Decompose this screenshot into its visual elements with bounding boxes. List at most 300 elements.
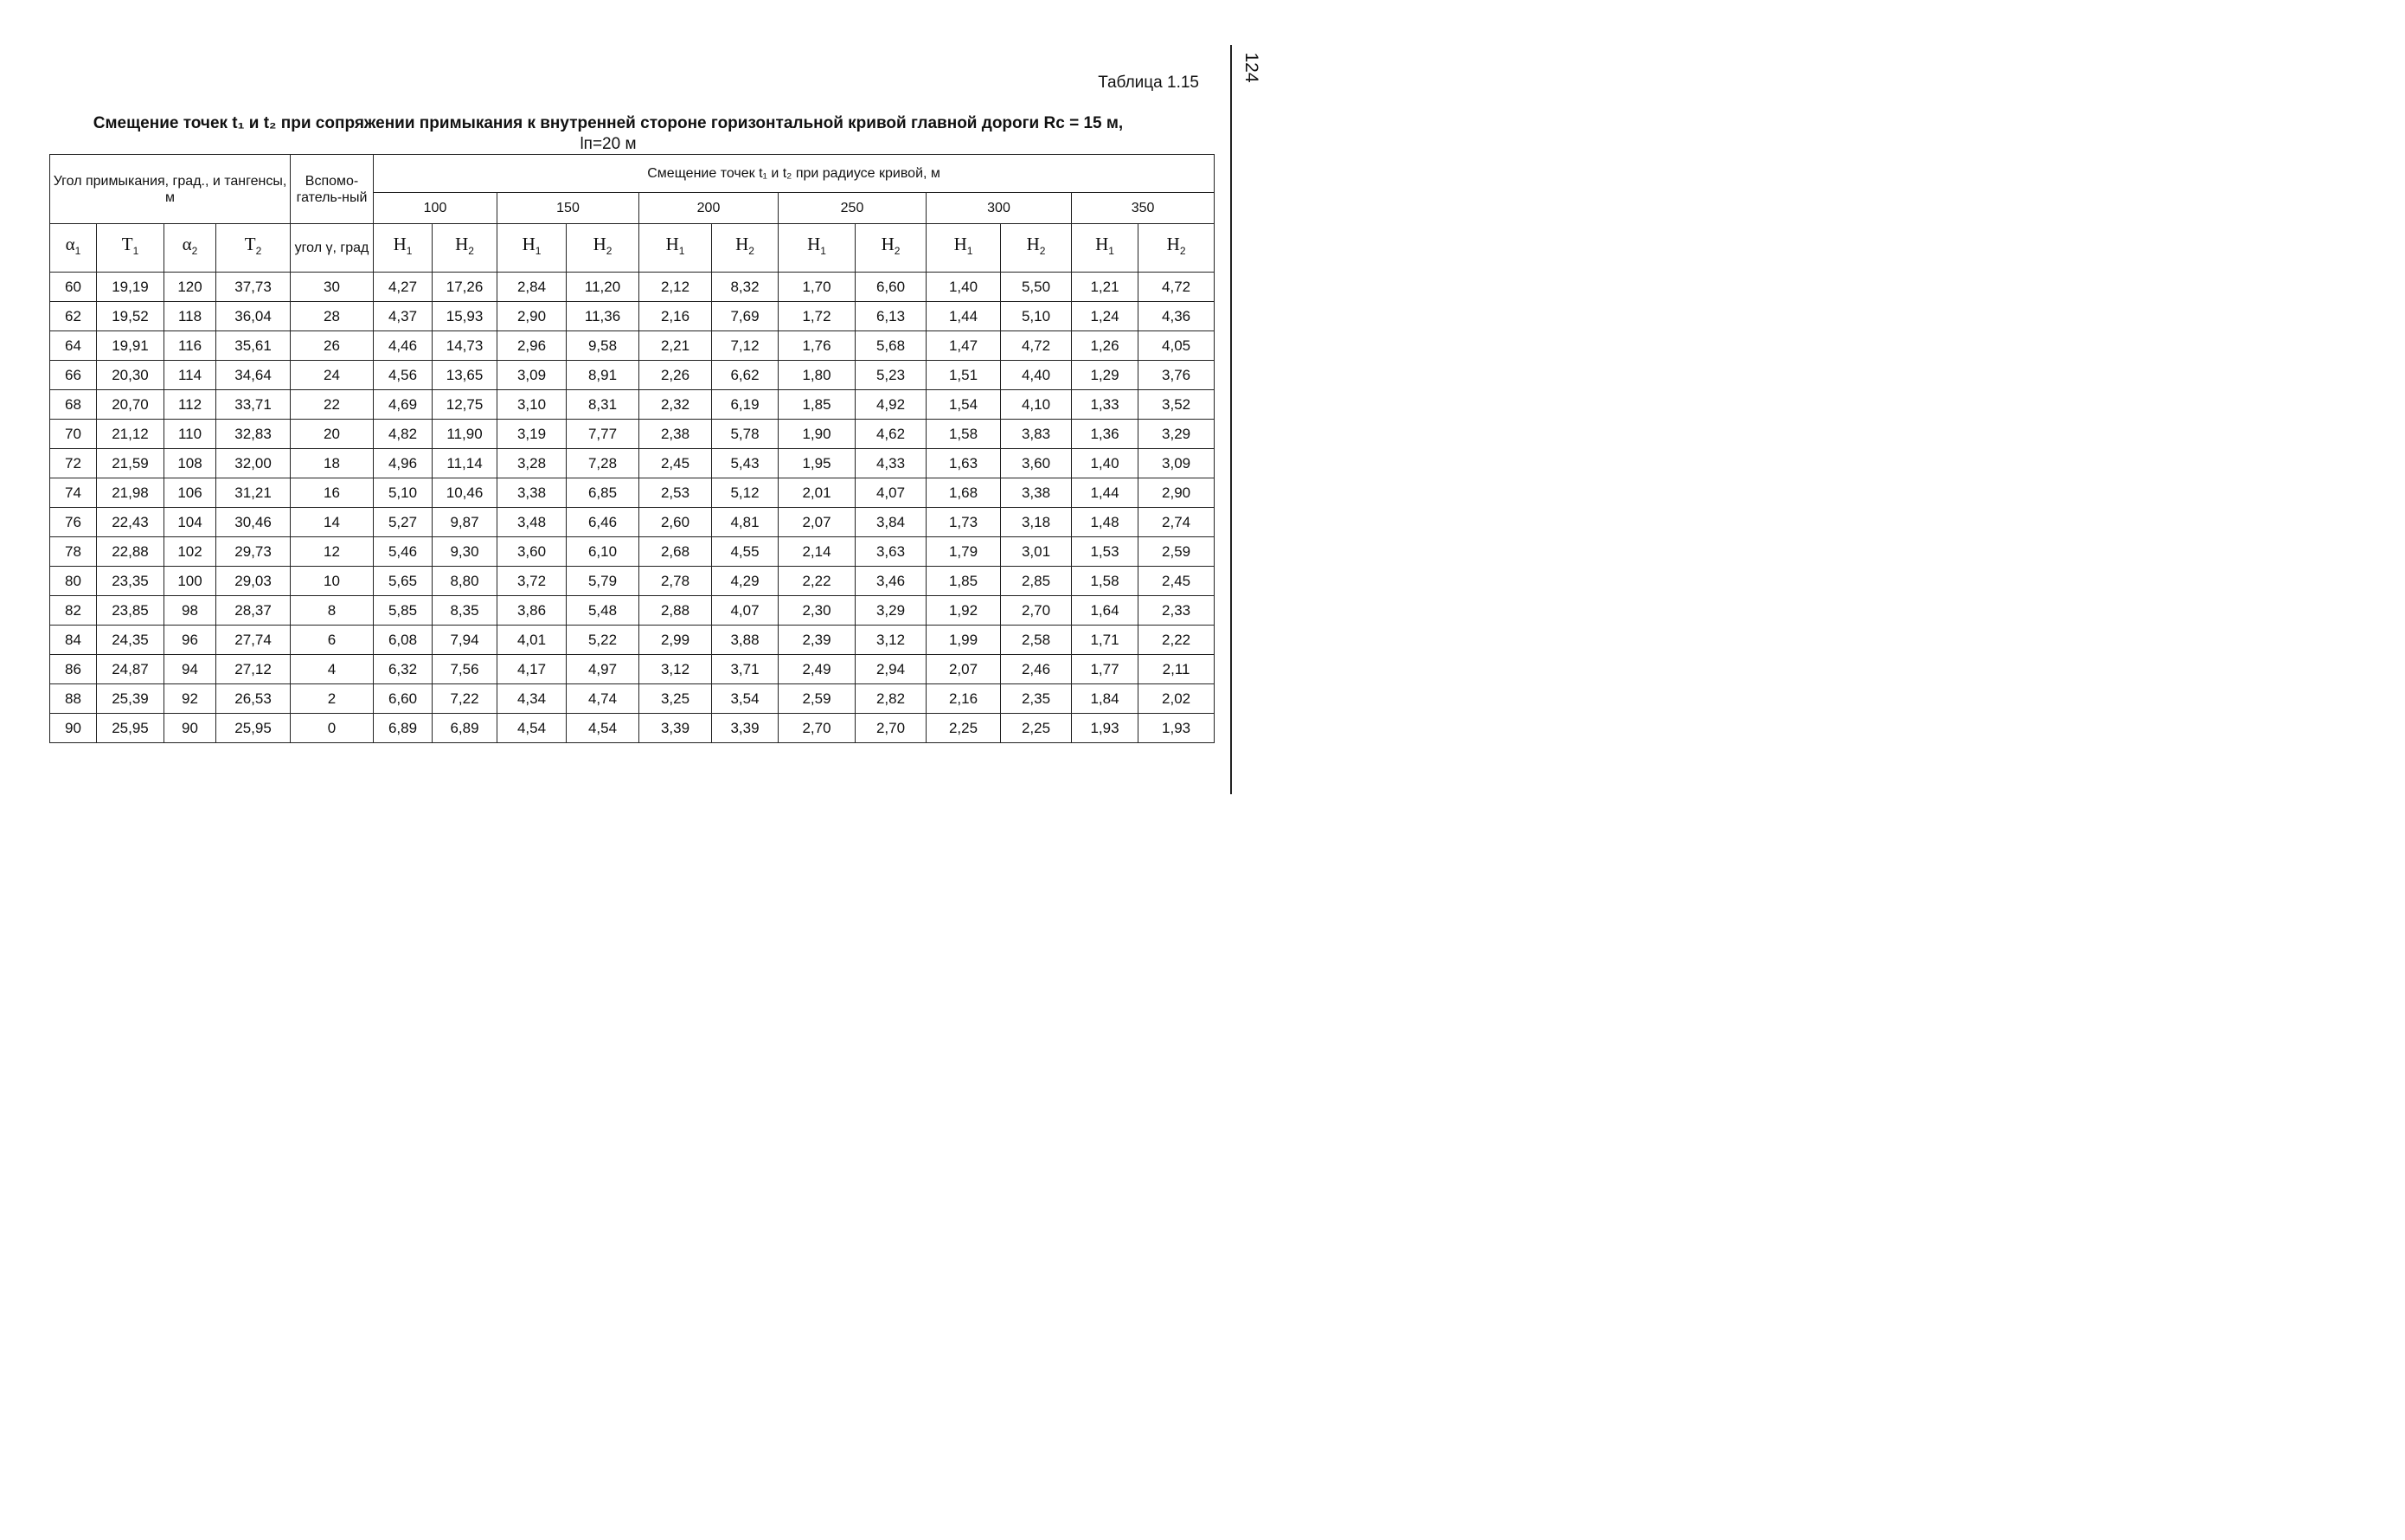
table-cell: 4,96 — [374, 449, 433, 478]
table-cell: 96 — [164, 626, 216, 655]
table-label: Таблица 1.15 — [1098, 74, 1199, 92]
table-cell: 4,17 — [497, 655, 567, 684]
table-cell: 6,60 — [856, 273, 927, 302]
table-cell: 4,55 — [712, 537, 779, 567]
table-cell: 4,81 — [712, 508, 779, 537]
table-cell: 4,07 — [712, 596, 779, 626]
table-cell: 3,83 — [1001, 420, 1072, 449]
table-cell: 3,19 — [497, 420, 567, 449]
table-cell: 1,92 — [927, 596, 1001, 626]
table-cell: 7,56 — [433, 655, 497, 684]
table-cell: 106 — [164, 478, 216, 508]
table-cell: 26 — [291, 331, 374, 361]
table-cell: 2,45 — [639, 449, 712, 478]
table-cell: 5,65 — [374, 567, 433, 596]
header-T2: $T_2$ — [216, 224, 291, 273]
table-cell: 1,95 — [779, 449, 856, 478]
table-cell: 2,35 — [1001, 684, 1072, 714]
table-cell: 1,73 — [927, 508, 1001, 537]
table-cell: 1,54 — [927, 390, 1001, 420]
table-cell: 30 — [291, 273, 374, 302]
table-cell: 2,60 — [639, 508, 712, 537]
table-cell: 2,53 — [639, 478, 712, 508]
table-cell: 70 — [50, 420, 97, 449]
table-cell: 29,03 — [216, 567, 291, 596]
table-cell: 4,72 — [1001, 331, 1072, 361]
table-cell: 1,40 — [927, 273, 1001, 302]
header-aux-angle-bottom: угол γ, град — [291, 224, 374, 273]
table-cell: 13,65 — [433, 361, 497, 390]
table-cell: 2,25 — [1001, 714, 1072, 743]
table-cell: 3,60 — [1001, 449, 1072, 478]
table-cell: 3,29 — [856, 596, 927, 626]
table-cell: 1,90 — [779, 420, 856, 449]
table-cell: 11,20 — [567, 273, 639, 302]
table-cell: 1,64 — [1072, 596, 1138, 626]
table-cell: 1,93 — [1072, 714, 1138, 743]
table-cell: 28,37 — [216, 596, 291, 626]
table-cell: 7,22 — [433, 684, 497, 714]
table-cell: 10,46 — [433, 478, 497, 508]
table-cell: 4,37 — [374, 302, 433, 331]
table-cell: 6,08 — [374, 626, 433, 655]
table-cell: 92 — [164, 684, 216, 714]
table-cell: 2,90 — [1138, 478, 1215, 508]
table-cell: 3,39 — [712, 714, 779, 743]
header-H2: $H_2$ — [712, 224, 779, 273]
header-H2: $H_2$ — [567, 224, 639, 273]
table-cell: 35,61 — [216, 331, 291, 361]
table-cell: 2,11 — [1138, 655, 1215, 684]
table-cell: 1,80 — [779, 361, 856, 390]
table-row — [50, 626, 1215, 655]
header-angle-group: Угол примыкания, град., и тангенсы, м — [50, 155, 291, 224]
table-row — [50, 567, 1215, 596]
table-cell: 3,54 — [712, 684, 779, 714]
table-cell: 1,72 — [779, 302, 856, 331]
table-cell: 1,79 — [927, 537, 1001, 567]
table-cell: 1,93 — [1138, 714, 1215, 743]
table-cell: 4,27 — [374, 273, 433, 302]
table-cell: 2,02 — [1138, 684, 1215, 714]
table-row — [50, 331, 1215, 361]
table-cell: 5,43 — [712, 449, 779, 478]
table-cell: 5,46 — [374, 537, 433, 567]
table-cell: 1,71 — [1072, 626, 1138, 655]
table-cell: 34,64 — [216, 361, 291, 390]
table-cell: 2,22 — [779, 567, 856, 596]
table-cell: 98 — [164, 596, 216, 626]
table-cell: 5,85 — [374, 596, 433, 626]
table-cell: 6,13 — [856, 302, 927, 331]
table-cell: 8,80 — [433, 567, 497, 596]
table-cell: 7,12 — [712, 331, 779, 361]
table-cell: 21,98 — [97, 478, 164, 508]
table-cell: 8,31 — [567, 390, 639, 420]
table-cell: 6,89 — [433, 714, 497, 743]
table-cell: 8 — [291, 596, 374, 626]
table-cell: 4,05 — [1138, 331, 1215, 361]
table-cell: 17,26 — [433, 273, 497, 302]
header-aux-angle-top: Вспомо-гатель-ный — [291, 155, 374, 224]
table-cell: 86 — [50, 655, 97, 684]
table-cell: 3,38 — [1001, 478, 1072, 508]
table-cell: 1,58 — [1072, 567, 1138, 596]
table-cell: 2,58 — [1001, 626, 1072, 655]
table-cell: 16 — [291, 478, 374, 508]
table-cell: 2,74 — [1138, 508, 1215, 537]
table-cell: 8,32 — [712, 273, 779, 302]
header-H2: $H_2$ — [433, 224, 497, 273]
table-cell: 5,12 — [712, 478, 779, 508]
table-cell: 72 — [50, 449, 97, 478]
table-cell: 14 — [291, 508, 374, 537]
table-cell: 32,00 — [216, 449, 291, 478]
table-cell: 6,60 — [374, 684, 433, 714]
table-cell: 7,94 — [433, 626, 497, 655]
table-cell: 2,99 — [639, 626, 712, 655]
table-cell: 20 — [291, 420, 374, 449]
table-cell: 66 — [50, 361, 97, 390]
table-cell: 19,91 — [97, 331, 164, 361]
table-cell: 3,10 — [497, 390, 567, 420]
table-cell: 24,35 — [97, 626, 164, 655]
table-cell: 19,52 — [97, 302, 164, 331]
table-cell: 100 — [164, 567, 216, 596]
table-cell: 82 — [50, 596, 97, 626]
page-number: 124 — [1241, 52, 1261, 83]
table-cell: 6,89 — [374, 714, 433, 743]
table-cell: 10 — [291, 567, 374, 596]
table-row — [50, 390, 1215, 420]
table-cell: 2,30 — [779, 596, 856, 626]
table-cell: 116 — [164, 331, 216, 361]
table-cell: 3,01 — [1001, 537, 1072, 567]
table-row — [50, 596, 1215, 626]
shift-table — [49, 154, 1215, 743]
table-cell: 11,36 — [567, 302, 639, 331]
table-cell: 3,39 — [639, 714, 712, 743]
table-cell: 3,09 — [1138, 449, 1215, 478]
table-row — [50, 508, 1215, 537]
table-cell: 1,21 — [1072, 273, 1138, 302]
table-row — [50, 302, 1215, 331]
table-cell: 19,19 — [97, 273, 164, 302]
header-H1: $H_1$ — [927, 224, 1001, 273]
table-cell: 4,07 — [856, 478, 927, 508]
table-cell: 2,82 — [856, 684, 927, 714]
table-row — [50, 478, 1215, 508]
table-cell: 4 — [291, 655, 374, 684]
table-cell: 2,88 — [639, 596, 712, 626]
table-cell: 3,38 — [497, 478, 567, 508]
table-cell: 1,84 — [1072, 684, 1138, 714]
table-cell: 2,01 — [779, 478, 856, 508]
table-cell: 5,27 — [374, 508, 433, 537]
table-cell: 90 — [50, 714, 97, 743]
table-cell: 5,50 — [1001, 273, 1072, 302]
table-cell: 3,60 — [497, 537, 567, 567]
table-cell: 64 — [50, 331, 97, 361]
table-cell: 1,47 — [927, 331, 1001, 361]
table-cell: 2,16 — [927, 684, 1001, 714]
table-row — [50, 684, 1215, 714]
table-cell: 24,87 — [97, 655, 164, 684]
radius-header: 350 — [1072, 193, 1215, 224]
table-cell: 4,56 — [374, 361, 433, 390]
table-cell: 1,63 — [927, 449, 1001, 478]
radius-header: 100 — [374, 193, 497, 224]
table-cell: 6,19 — [712, 390, 779, 420]
table-title — [31, 113, 1185, 155]
table-cell: 62 — [50, 302, 97, 331]
table-cell: 1,68 — [927, 478, 1001, 508]
table-cell: 74 — [50, 478, 97, 508]
table-cell: 2,49 — [779, 655, 856, 684]
table-cell: 4,46 — [374, 331, 433, 361]
table-row — [50, 449, 1215, 478]
table-cell: 6 — [291, 626, 374, 655]
table-cell: 4,34 — [497, 684, 567, 714]
table-cell: 1,36 — [1072, 420, 1138, 449]
table-cell: 36,04 — [216, 302, 291, 331]
table-cell: 3,46 — [856, 567, 927, 596]
table-cell: 1,33 — [1072, 390, 1138, 420]
table-cell: 4,10 — [1001, 390, 1072, 420]
table-cell: 2,85 — [1001, 567, 1072, 596]
table-cell: 2,84 — [497, 273, 567, 302]
table-cell: 60 — [50, 273, 97, 302]
table-cell: 8,91 — [567, 361, 639, 390]
table-cell: 1,51 — [927, 361, 1001, 390]
table-cell: 21,12 — [97, 420, 164, 449]
table-cell: 68 — [50, 390, 97, 420]
table-cell: 3,52 — [1138, 390, 1215, 420]
table-cell: 4,54 — [567, 714, 639, 743]
table-cell: 84 — [50, 626, 97, 655]
table-cell: 2,32 — [639, 390, 712, 420]
table-cell: 94 — [164, 655, 216, 684]
table-cell: 2,39 — [779, 626, 856, 655]
table-cell: 110 — [164, 420, 216, 449]
table-cell: 0 — [291, 714, 374, 743]
table-cell: 9,87 — [433, 508, 497, 537]
table-cell: 1,85 — [927, 567, 1001, 596]
table-cell: 3,12 — [639, 655, 712, 684]
table-cell: 6,62 — [712, 361, 779, 390]
table-cell: 4,72 — [1138, 273, 1215, 302]
table-cell: 5,22 — [567, 626, 639, 655]
table-cell: 1,24 — [1072, 302, 1138, 331]
table-cell: 2,59 — [1138, 537, 1215, 567]
table-cell: 2,16 — [639, 302, 712, 331]
table-cell: 2,70 — [779, 714, 856, 743]
table-cell: 4,36 — [1138, 302, 1215, 331]
table-cell: 21,59 — [97, 449, 164, 478]
table-cell: 25,95 — [216, 714, 291, 743]
table-body — [50, 273, 1215, 743]
table-cell: 20,30 — [97, 361, 164, 390]
table-cell: 1,29 — [1072, 361, 1138, 390]
table-cell: 15,93 — [433, 302, 497, 331]
table-cell: 23,85 — [97, 596, 164, 626]
table-cell: 5,10 — [374, 478, 433, 508]
table-cell: 4,69 — [374, 390, 433, 420]
table-cell: 76 — [50, 508, 97, 537]
table-cell: 9,58 — [567, 331, 639, 361]
table-cell: 2,70 — [856, 714, 927, 743]
table-cell: 2,68 — [639, 537, 712, 567]
radius-header: 200 — [639, 193, 779, 224]
table-row — [50, 273, 1215, 302]
table-cell: 2,46 — [1001, 655, 1072, 684]
table-cell: 2,33 — [1138, 596, 1215, 626]
table-cell: 3,84 — [856, 508, 927, 537]
table-cell: 5,68 — [856, 331, 927, 361]
table-cell: 2,14 — [779, 537, 856, 567]
table-cell: 90 — [164, 714, 216, 743]
header-T1: $T_1$ — [97, 224, 164, 273]
table-cell: 3,88 — [712, 626, 779, 655]
table-cell: 24 — [291, 361, 374, 390]
table-cell: 2,78 — [639, 567, 712, 596]
table-row — [50, 714, 1215, 743]
table-cell: 4,54 — [497, 714, 567, 743]
table-cell: 29,73 — [216, 537, 291, 567]
table-cell: 7,77 — [567, 420, 639, 449]
table-cell: 2,12 — [639, 273, 712, 302]
table-cell: 4,74 — [567, 684, 639, 714]
table-cell: 2,21 — [639, 331, 712, 361]
table-cell: 3,12 — [856, 626, 927, 655]
radius-header: 150 — [497, 193, 639, 224]
table-cell: 31,21 — [216, 478, 291, 508]
table-cell: 4,92 — [856, 390, 927, 420]
table-cell: 5,48 — [567, 596, 639, 626]
table-cell: 6,10 — [567, 537, 639, 567]
table-cell: 26,53 — [216, 684, 291, 714]
table-cell: 5,78 — [712, 420, 779, 449]
symbol-header-row — [50, 224, 1215, 273]
table-cell: 78 — [50, 537, 97, 567]
table-cell: 25,95 — [97, 714, 164, 743]
table-cell: 88 — [50, 684, 97, 714]
table-cell: 12,75 — [433, 390, 497, 420]
table-cell: 27,12 — [216, 655, 291, 684]
table-cell: 3,63 — [856, 537, 927, 567]
title-line-2: lп=20 м — [580, 135, 637, 153]
table-cell: 37,73 — [216, 273, 291, 302]
table-cell: 4,82 — [374, 420, 433, 449]
header-H1: $H_1$ — [1072, 224, 1138, 273]
table-cell: 2,26 — [639, 361, 712, 390]
table-cell: 104 — [164, 508, 216, 537]
table-cell: 1,99 — [927, 626, 1001, 655]
table-cell: 28 — [291, 302, 374, 331]
table-cell: 9,30 — [433, 537, 497, 567]
table-cell: 108 — [164, 449, 216, 478]
table-cell: 20,70 — [97, 390, 164, 420]
table-cell: 1,40 — [1072, 449, 1138, 478]
table-cell: 5,79 — [567, 567, 639, 596]
table-cell: 22 — [291, 390, 374, 420]
table-cell: 5,23 — [856, 361, 927, 390]
table-cell: 80 — [50, 567, 97, 596]
table-cell: 3,86 — [497, 596, 567, 626]
header-H2: $H_2$ — [1001, 224, 1072, 273]
table-cell: 2,70 — [1001, 596, 1072, 626]
table-cell: 3,28 — [497, 449, 567, 478]
header-H2: $H_2$ — [856, 224, 927, 273]
table-cell: 2,25 — [927, 714, 1001, 743]
table-row — [50, 537, 1215, 567]
header-H1: $H_1$ — [779, 224, 856, 273]
table-cell: 6,85 — [567, 478, 639, 508]
table-cell: 1,77 — [1072, 655, 1138, 684]
header-H1: $H_1$ — [374, 224, 433, 273]
table-cell: 7,28 — [567, 449, 639, 478]
table-cell: 1,26 — [1072, 331, 1138, 361]
header-alpha2: $\alpha_2$ — [164, 224, 216, 273]
table-cell: 6,32 — [374, 655, 433, 684]
table-cell: 6,46 — [567, 508, 639, 537]
table-cell: 2,59 — [779, 684, 856, 714]
table-cell: 11,90 — [433, 420, 497, 449]
table-cell: 112 — [164, 390, 216, 420]
table-cell: 1,44 — [927, 302, 1001, 331]
table-cell: 3,76 — [1138, 361, 1215, 390]
table-cell: 3,09 — [497, 361, 567, 390]
table-cell: 14,73 — [433, 331, 497, 361]
table-cell: 2,07 — [779, 508, 856, 537]
table-cell: 22,43 — [97, 508, 164, 537]
table-cell: 2,45 — [1138, 567, 1215, 596]
table-cell: 2 — [291, 684, 374, 714]
page-edge-rule — [1230, 45, 1232, 794]
table-cell: 2,96 — [497, 331, 567, 361]
table-cell: 2,22 — [1138, 626, 1215, 655]
table-cell: 1,53 — [1072, 537, 1138, 567]
table-cell: 1,44 — [1072, 478, 1138, 508]
table-cell: 1,58 — [927, 420, 1001, 449]
table-cell: 3,48 — [497, 508, 567, 537]
table-cell: 27,74 — [216, 626, 291, 655]
table-cell: 4,97 — [567, 655, 639, 684]
table-cell: 33,71 — [216, 390, 291, 420]
table-cell: 2,94 — [856, 655, 927, 684]
table-cell: 7,69 — [712, 302, 779, 331]
table-row — [50, 420, 1215, 449]
header-H2: $H_2$ — [1138, 224, 1215, 273]
table-cell: 2,38 — [639, 420, 712, 449]
header-H1: $H_1$ — [639, 224, 712, 273]
table-row — [50, 655, 1215, 684]
table-cell: 2,90 — [497, 302, 567, 331]
table-cell: 3,18 — [1001, 508, 1072, 537]
table-cell: 1,85 — [779, 390, 856, 420]
table-cell: 12 — [291, 537, 374, 567]
table-cell: 3,25 — [639, 684, 712, 714]
table-cell: 32,83 — [216, 420, 291, 449]
table-cell: 3,72 — [497, 567, 567, 596]
table-cell: 3,29 — [1138, 420, 1215, 449]
table-cell: 5,10 — [1001, 302, 1072, 331]
table-cell: 23,35 — [97, 567, 164, 596]
table-cell: 11,14 — [433, 449, 497, 478]
table-cell: 4,01 — [497, 626, 567, 655]
table-cell: 118 — [164, 302, 216, 331]
table-cell: 1,48 — [1072, 508, 1138, 537]
